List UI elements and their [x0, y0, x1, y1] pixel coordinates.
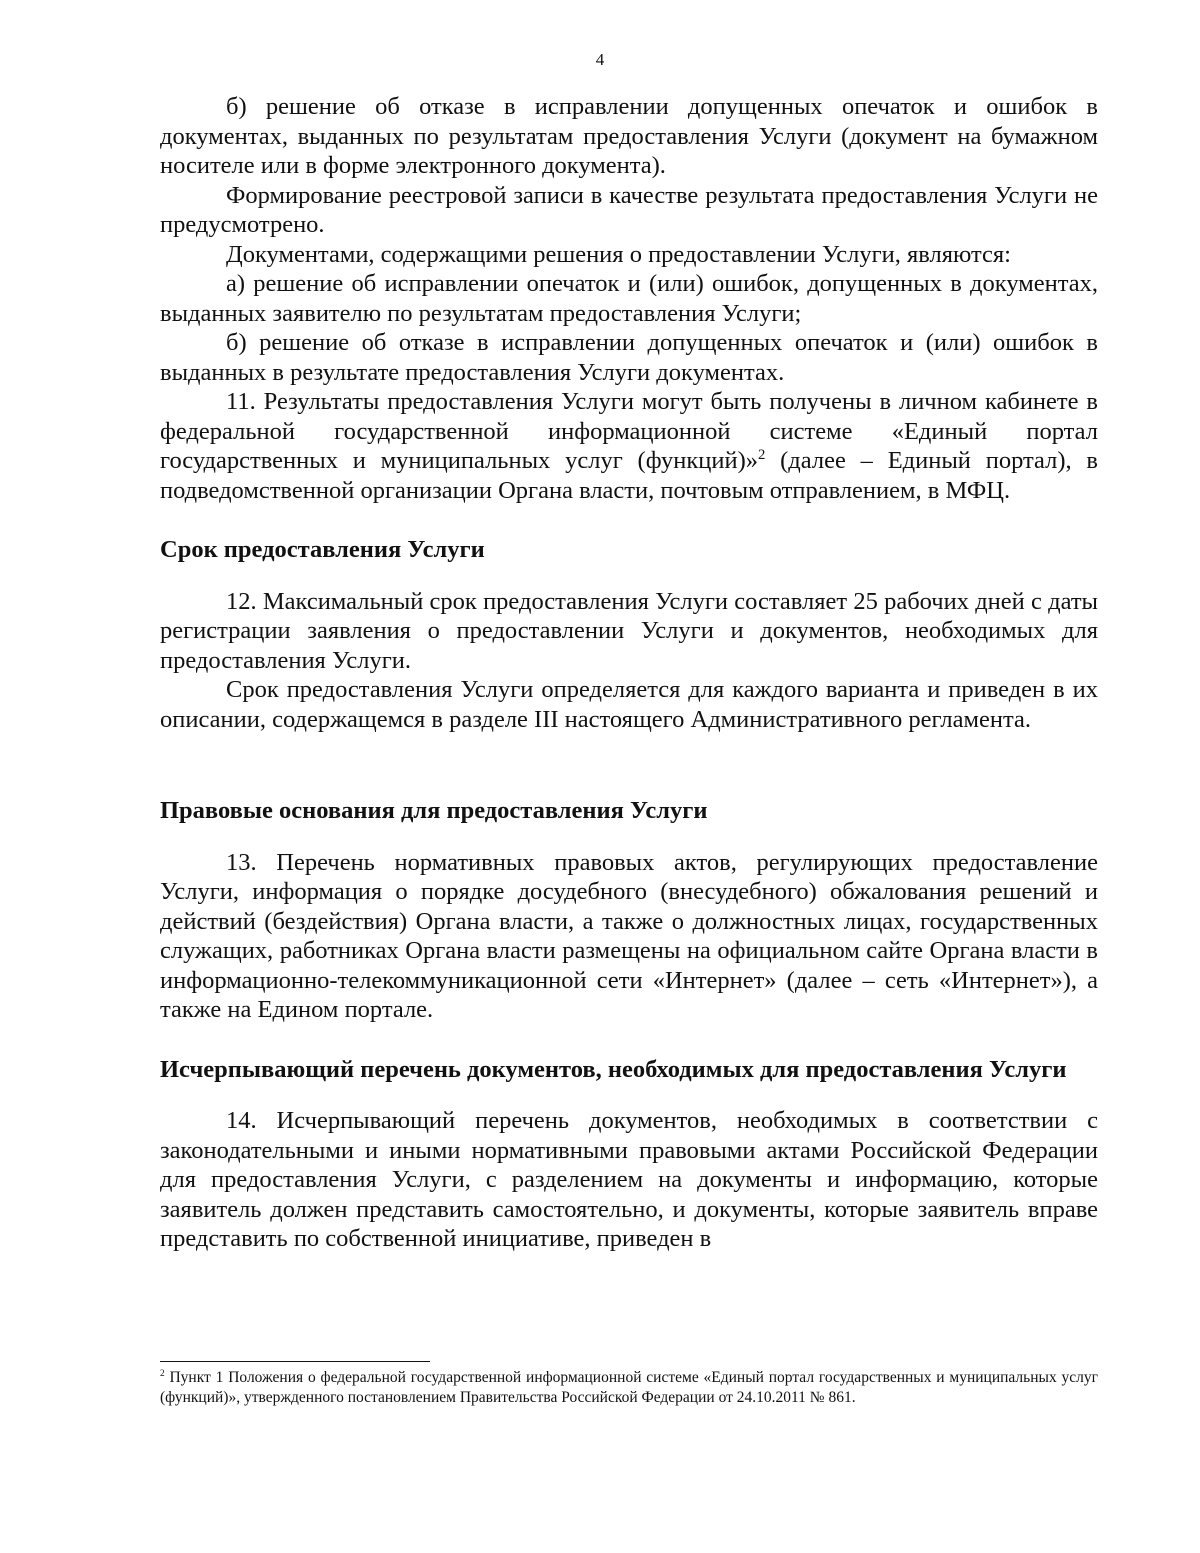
footnote-divider [160, 1361, 430, 1362]
paragraph-11-results [160, 387, 1098, 505]
paragraph-11-text: 11. Результаты предоставления Услуги могут быть получены в личном кабинете в федеральной государственной информационной системе «Единый портал государственных и муниципальных услуг (функций)» [160, 388, 1098, 474]
page-number: 4 [595, 50, 605, 69]
paragraph-decision-documents: Документами, содержащими решения о предоставлении Услуги, являются: [226, 240, 1011, 268]
document-body [160, 92, 1098, 1254]
paragraph-14-documents: 14. Исчерпывающий перечень документов, необходимых в соответствии с законодательными и иными нормативными правовыми актами Российской Федерации для предоставления Услуги, с разделением на документы и информацию, которые заявитель должен представить самостоятельно, и документы, которые заявитель вправе представить по собственной инициативе, приведен в [160, 1107, 1098, 1252]
paragraph-13-legal-acts: 13. Перечень нормативных правовых актов, регулирующих предоставление Услуги, информация о порядке досудебного (внесудебного) обжалования решений и действий (бездействия) Органа власти, а также о должностных лицах, государственных служащих, работниках Органа власти размещены на официальном сайте Органа власти в информационно-телекоммуникационной сети «Интернет» (далее – сеть «Интернет»), а также на Едином портале. [160, 848, 1098, 1023]
heading-legal-basis: Правовые основания для предоставления Услуги [160, 797, 708, 824]
heading-documents-list: Исчерпывающий перечень документов, необходимых для предоставления Услуги [160, 1055, 1067, 1083]
paragraph-registry-record: Формирование реестровой записи в качестве результата предоставления Услуги не предусмотрено. [160, 181, 1098, 238]
footnote [160, 1368, 1098, 1408]
footnote-text: Пункт 1 Положения о федеральной государственной информационной системе «Единый портал государственных и муниципальных услуг (функций)», утвержденного постановлением Правительства Российской Федерации от 24.10.2011 № 861. [160, 1369, 1098, 1406]
paragraph-refusal-decision: б) решение об отказе в исправлении допущенных опечаток и ошибок в документах, выданных по результатам предоставления Услуги (документ на бумажном носителе или в форме электронного документа). [160, 93, 1098, 179]
paragraph-term-variants: Срок предоставления Услуги определяется для каждого варианта и приведен в их описании, содержащемся в разделе III настоящего Административного регламента. [160, 676, 1098, 733]
paragraph-12-max-term: 12. Максимальный срок предоставления Услуги составляет 25 рабочих дней с даты регистрации заявления о предоставлении Услуги и документов, необходимых для предоставления Услуги. [160, 587, 1098, 674]
footnote-mark: 2 [160, 1368, 165, 1379]
heading-service-term: Срок предоставления Услуги [160, 536, 485, 563]
footnote-reference: 2 [758, 446, 766, 463]
paragraph-item-b: б) решение об отказе в исправлении допущенных опечаток и (или) ошибок в выданных в результате предоставления Услуги документах. [160, 329, 1098, 386]
paragraph-item-a: а) решение об исправлении опечаток и (или) ошибок, допущенных в документах, выданных заявителю по результатам предоставления Услуги; [160, 270, 1098, 327]
paragraph-11-text-cont: (далее – Единый портал), в подведомственной организации Органа власти, почтовым отправлением, в МФЦ. [160, 447, 1098, 504]
